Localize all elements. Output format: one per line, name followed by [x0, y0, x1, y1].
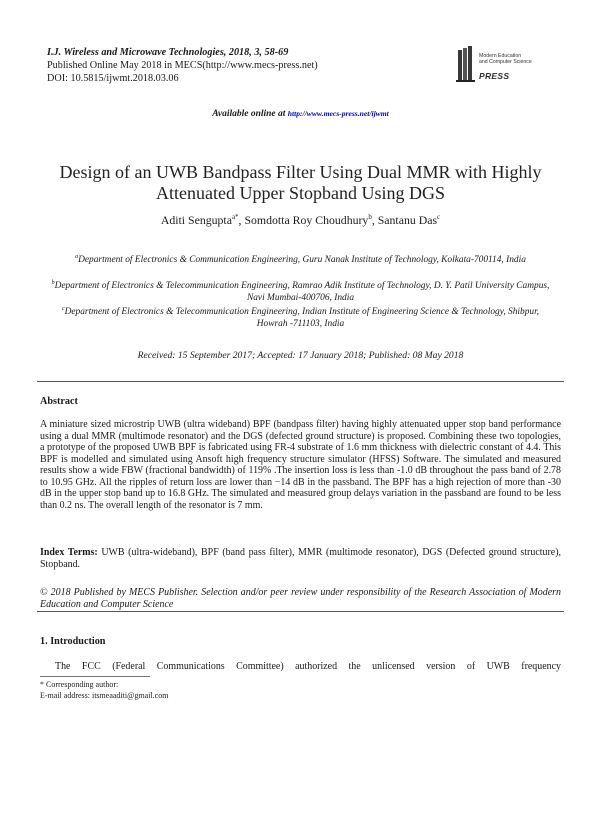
logo-wordmark	[479, 53, 532, 65]
author-affiliation-mark: b	[368, 213, 372, 222]
affiliation-c	[48, 303, 553, 330]
author-email: E-mail address: itsmeaaditi@gmail.com	[40, 691, 169, 700]
affiliation-text: Department of Electronics & Communication Engineering, Guru Nanak Institute of Technology, Kolkata-700114, India	[78, 255, 526, 266]
section-divider-top	[37, 381, 564, 382]
affiliation-b	[48, 277, 553, 304]
affiliation-mark: c	[61, 306, 65, 312]
corresponding-author-note: * Corresponding author:	[40, 680, 119, 689]
logo-press: PRESS	[479, 71, 510, 81]
footnote-rule	[40, 676, 150, 677]
published-online-line: Published Online May 2018 in MECS(http://www.mecs-press.net)	[47, 60, 318, 71]
book-stack-icon	[455, 44, 477, 84]
abstract-heading: Abstract	[40, 396, 78, 407]
author-list	[0, 213, 601, 228]
introduction-heading: 1. Introduction	[40, 636, 106, 647]
author-separator: ,	[371, 213, 378, 227]
introduction-body: The FCC (Federal Communications Committee) authorized the unlicensed version of UWB frequency	[55, 661, 561, 672]
section-divider-bottom	[37, 611, 564, 612]
affiliation-text: Department of Electronics & Telecommunication Engineering, Ramrao Adik Institute of Technology, D. Y. Patil University Campus, Navi Mumbai-400706, India	[54, 281, 550, 304]
available-prefix: Available online at	[212, 109, 286, 119]
submission-dates: Received: 15 September 2017; Accepted: 17 January 2018; Published: 08 May 2018	[137, 350, 464, 361]
journal-citation: I.J. Wireless and Microwave Technologies, 2018, 3, 58-69	[47, 47, 289, 58]
author-affiliation-mark: c	[437, 213, 441, 222]
index-terms	[40, 547, 561, 570]
author-name: Santanu Das	[377, 213, 438, 227]
logo-line-2: and Computer Science	[479, 59, 532, 65]
author-name: Somdotta Roy Choudhury	[244, 213, 369, 227]
affiliation-mark: a	[75, 254, 79, 260]
author-affiliation-mark: a*	[231, 213, 239, 222]
logo-line-1: Modern Education	[479, 53, 522, 59]
publisher-logo	[455, 44, 555, 88]
journal-url-link[interactable]: http://www.mecs-press.net/ijwmt	[287, 109, 389, 118]
available-online	[0, 109, 601, 119]
affiliation-text: Department of Electronics & Telecommunication Engineering, Indian Institute of Engineering Science & Technology, Shibpur, Howrah -711103, India	[64, 307, 540, 330]
author-separator: ,	[238, 213, 245, 227]
paper-title: Design of an UWB Bandpass Filter Using Dual MMR with Highly Attenuated Upper Stopband Using DGS	[59, 162, 542, 203]
doi-line: DOI: 10.5815/ijwmt.2018.03.06	[47, 73, 179, 84]
index-terms-text: UWB (ultra-wideband), BPF (band pass filter), MMR (multimode resonator), DGS (Defected ground structure), Stopband.	[40, 547, 561, 570]
author-name: Aditi Sengupta	[160, 213, 232, 227]
abstract-body: A miniature sized microstrip UWB (ultra wideband) BPF (bandpass filter) having highly attenuated upper stop band performance using a dual MMR (multimode resonator) and the DGS (defected ground structure) is proposed. Combining these two topologies, a prototype of the proposed UWB BPF is fabricated using FR-4 substrate of 1.6 mm thickness with dielectric constant of 4.4. This BPF is modelled and simulated using Ansoft high frequency structure simulator (HFSS) Software. The simulated and measured results show a wide FBW (fractional bandwidth) of 119% .The insertion loss is less than -1.0 dB throughout the pass band of 2.78 to 10.95 GHz. All the ripples of return loss are lower than −14 dB in the passband. The BPF has a high rejection of more than -30 dB in the upper stop band up to 16.8 GHz. The simulated and measured group delays variation in the passband are found to be less than 0.2 ns. The overall length of the resonator is 7 mm.	[40, 419, 561, 511]
affiliation-mark: b	[51, 280, 55, 286]
affiliation-a	[48, 251, 553, 266]
copyright-notice: © 2018 Published by MECS Publisher. Selection and/or peer review under responsibility of the Research Association of Modern Education and Computer Science	[40, 587, 561, 610]
index-terms-label: Index Terms:	[40, 547, 98, 558]
